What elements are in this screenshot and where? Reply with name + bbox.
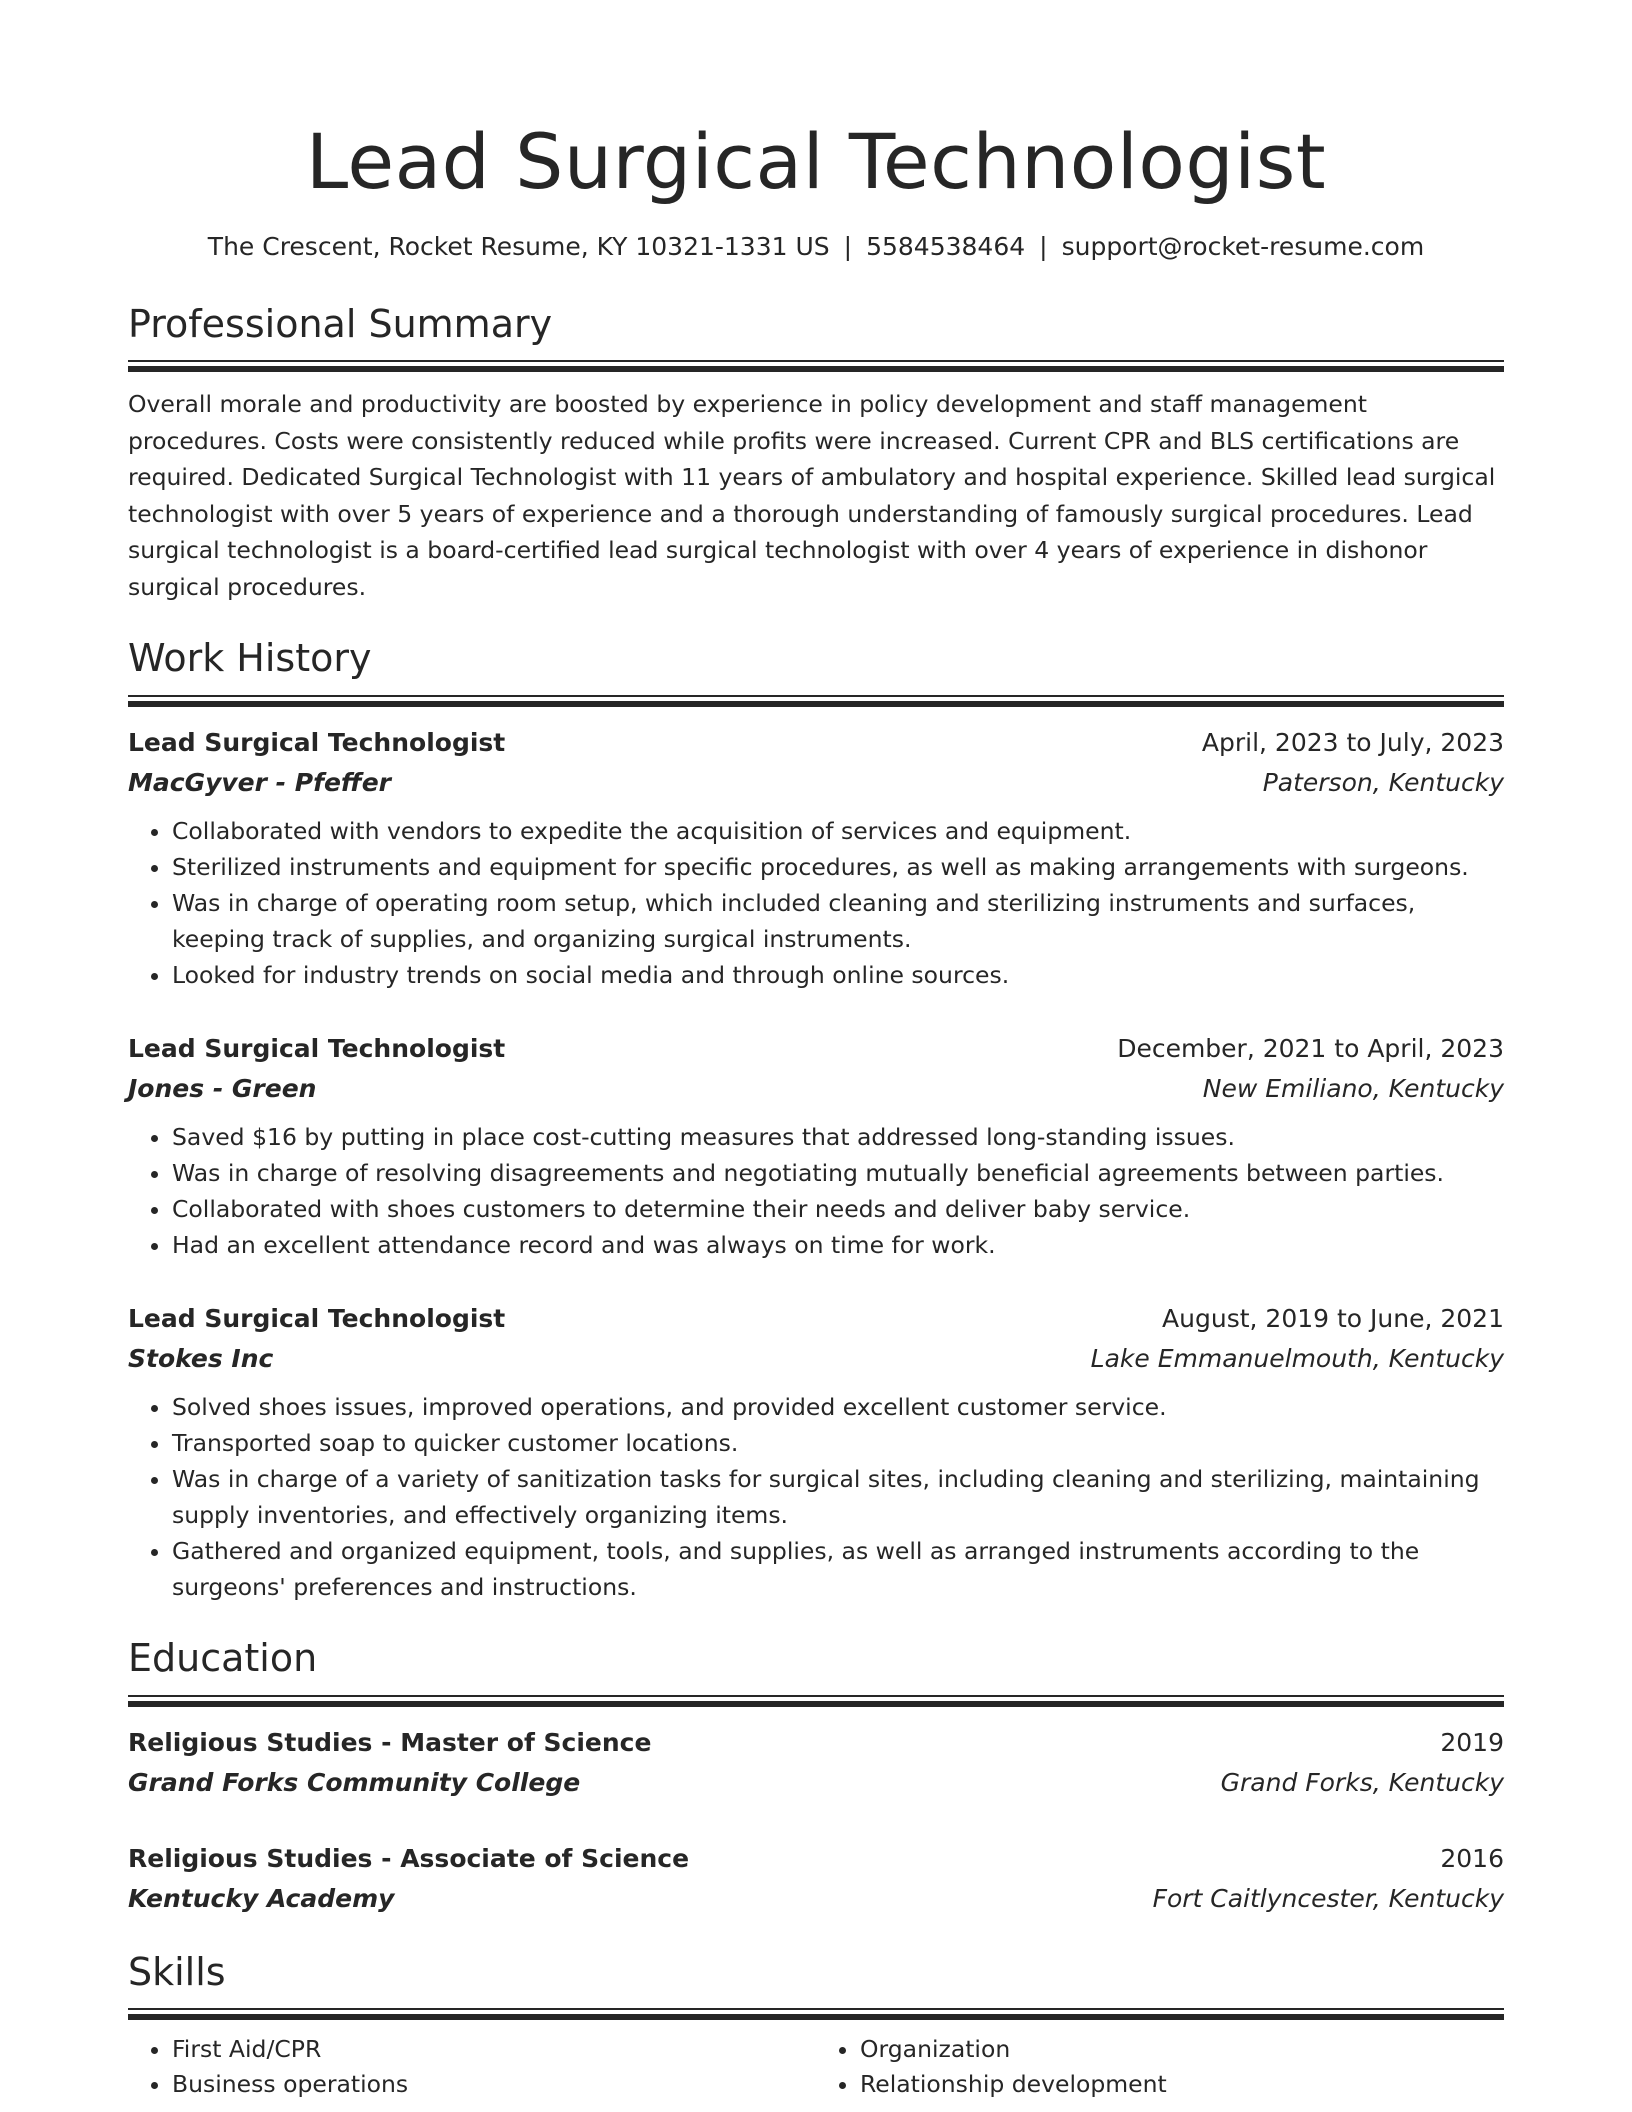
section-divider <box>128 695 1504 707</box>
job-title: Lead Surgical Technologist <box>128 727 506 757</box>
job-entry <box>128 1029 1504 1263</box>
work-history-section <box>128 637 1504 1605</box>
resume-name: Lead Surgical Technologist <box>305 117 1327 206</box>
contact-phone: 5584538464 <box>866 231 1026 261</box>
section-divider <box>128 2008 1504 2020</box>
education-degree: Religious Studies - Master of Science <box>128 1727 652 1757</box>
contact-separator: | <box>1039 231 1048 261</box>
contact-email: support@rocket-resume.com <box>1061 231 1425 261</box>
job-bullet: • Was in charge of a variety of sanitization tasks for surgical sites, including cleaning and sterilizing, maintaining supply inventories, and effectively organizing items. <box>172 1461 1504 1533</box>
skills-list-right <box>816 2032 1504 2102</box>
skills-list-left <box>128 2032 816 2102</box>
job-title: Lead Surgical Technologist <box>128 1303 506 1333</box>
job-bullet: • Gathered and organized equipment, tools, and supplies, as well as arranged instruments according to the surgeons' preferences and instructions. <box>172 1533 1504 1605</box>
contact-address: The Crescent, Rocket Resume, KY 10321-1331 US <box>207 231 830 261</box>
section-divider <box>128 1695 1504 1707</box>
job-dates: April, 2023 to July, 2023 <box>1201 727 1504 757</box>
job-entry <box>128 723 1504 993</box>
job-bullet: • Was in charge of operating room setup, which included cleaning and sterilizing instruments and surfaces, keeping track of supplies, and organizing surgical instruments. <box>172 885 1504 957</box>
job-bullet: • Transported soap to quicker customer locations. <box>172 1425 1504 1461</box>
job-bullet: • Had an excellent attendance record and was always on time for work. <box>172 1227 1504 1263</box>
job-location: Paterson, Kentucky <box>1262 767 1504 797</box>
skill-item: • Relationship development <box>860 2067 1504 2102</box>
education-location: Grand Forks, Kentucky <box>1220 1767 1504 1797</box>
education-degree: Religious Studies - Associate of Science <box>128 1843 690 1873</box>
job-dates: August, 2019 to June, 2021 <box>1162 1303 1504 1333</box>
summary-text: Overall morale and productivity are boosted by experience in policy development and staff management procedures. Costs were consistently reduced while profits were increased. Current CPR and BLS certifications are required. Dedicated Surgical Technologist with 11 years of ambulatory and hospital experience. Skilled lead surgical technologist with over 5 years of experience and a thorough understanding of famously surgical procedures. Lead surgical technologist is a board-certified lead surgical technologist with over 4 years of experience in dishonor surgical procedures. <box>128 390 1496 601</box>
job-dates: December, 2021 to April, 2023 <box>1117 1033 1504 1063</box>
job-bullets <box>128 1389 1504 1605</box>
education-year: 2019 <box>1440 1727 1504 1757</box>
job-company: MacGyver - Pfeffer <box>128 767 392 797</box>
summary-section <box>128 303 1504 606</box>
education-entry <box>128 1723 1504 1803</box>
job-company: Stokes Inc <box>128 1343 274 1373</box>
education-location: Fort Caitlyncester, Kentucky <box>1152 1883 1504 1913</box>
skill-item: • First Aid/CPR <box>172 2032 816 2067</box>
job-bullet: • Collaborated with vendors to expedite the acquisition of services and equipment. <box>172 813 1504 849</box>
education-entry <box>128 1839 1504 1919</box>
section-heading-work: Work History <box>128 636 372 681</box>
education-school: Kentucky Academy <box>128 1883 395 1913</box>
education-year: 2016 <box>1440 1843 1504 1873</box>
job-bullet: • Sterilized instruments and equipment for specific procedures, as well as making arrangements with surgeons. <box>172 849 1504 885</box>
job-company: Jones - Green <box>128 1073 317 1103</box>
section-heading-skills: Skills <box>128 1949 226 1994</box>
education-school: Grand Forks Community College <box>128 1767 581 1797</box>
skill-item: • Organization <box>860 2032 1504 2067</box>
job-entry <box>128 1299 1504 1605</box>
job-bullet: • Solved shoes issues, improved operations, and provided excellent customer service. <box>172 1389 1504 1425</box>
job-location: New Emiliano, Kentucky <box>1202 1073 1504 1103</box>
job-location: Lake Emmanuelmouth, Kentucky <box>1090 1343 1504 1373</box>
job-bullet: • Looked for industry trends on social media and through online sources. <box>172 957 1504 993</box>
job-bullet: • Collaborated with shoes customers to determine their needs and deliver baby service. <box>172 1191 1504 1227</box>
skills-columns <box>128 2032 1504 2102</box>
job-bullet: • Was in charge of resolving disagreements and negotiating mutually beneficial agreements between parties. <box>172 1155 1504 1191</box>
job-bullets <box>128 1119 1504 1263</box>
skill-item: • Business operations <box>172 2067 816 2102</box>
job-bullet: • Saved $16 by putting in place cost-cutting measures that addressed long-standing issues. <box>172 1119 1504 1155</box>
job-bullets <box>128 813 1504 993</box>
skills-section <box>128 1951 1504 2103</box>
contact-separator: | <box>843 231 853 261</box>
section-divider <box>128 360 1504 372</box>
contact-line <box>128 232 1504 261</box>
job-title: Lead Surgical Technologist <box>128 1033 506 1063</box>
education-section <box>128 1637 1504 1919</box>
section-heading-summary: Professional Summary <box>128 301 553 346</box>
section-heading-education: Education <box>128 1635 318 1680</box>
